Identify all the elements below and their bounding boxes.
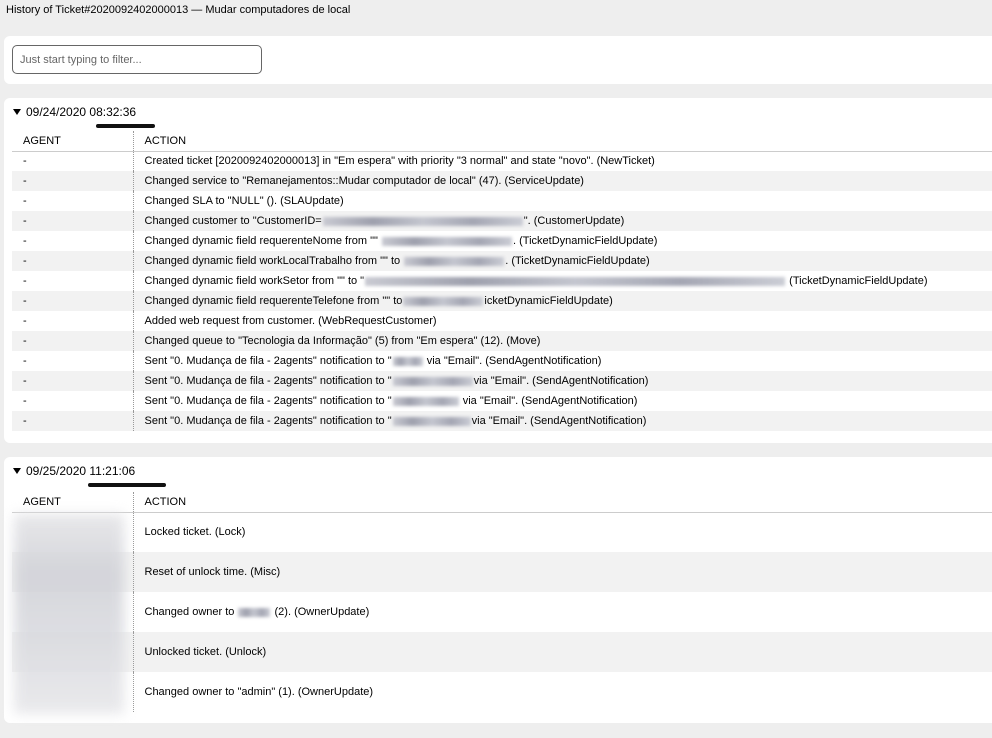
action-cell: Sent "0. Mudança de fila - 2agents" notification to " via "Email". (SendAgentNotification) <box>133 371 992 391</box>
action-cell: Created ticket [2020092402000013] in "Em espera" with priority "3 normal" and state "novo". (NewTicket) <box>144 155 655 168</box>
redaction-mark <box>88 483 166 487</box>
redacted-text <box>382 237 512 246</box>
table-row <box>12 171 992 191</box>
agent-cell: - <box>12 291 133 311</box>
table-row <box>12 351 992 371</box>
table-row <box>12 371 992 391</box>
action-cell: Changed dynamic field workLocalTrabalho from "" to . (TicketDynamicFieldUpdate) <box>133 251 992 271</box>
history-table-1 <box>12 131 992 431</box>
table-row <box>12 672 992 712</box>
action-cell: Changed dynamic field requerenteTelefone from "" to icketDynamicFieldUpdate) <box>133 291 992 311</box>
agent-cell: - <box>12 251 133 271</box>
redacted-text <box>365 277 785 286</box>
action-cell: Unlocked ticket. (Unlock) <box>133 632 992 672</box>
action-column-header[interactable]: ACTION <box>133 492 992 512</box>
agent-column-header[interactable]: AGENT <box>12 492 133 512</box>
redacted-text <box>238 608 270 617</box>
redacted-text <box>393 397 459 406</box>
agent-cell: - <box>12 191 133 211</box>
redacted-text <box>393 417 471 426</box>
action-cell: Changed owner to (2). (OwnerUpdate) <box>144 606 370 618</box>
action-cell: Changed queue to "Tecnologia da Informação" (5) from "Em espera" (12). (Move) <box>133 331 992 351</box>
redacted-text <box>403 297 483 306</box>
filter-input[interactable] <box>12 45 262 74</box>
action-cell: Changed service to "Remanejamentos::Mudar computador de local" (47). (ServiceUpdate) <box>133 171 992 191</box>
page-title: History of Ticket#2020092402000013 — Mudar computadores de local <box>6 4 351 16</box>
table-row <box>12 291 992 311</box>
action-cell: Sent "0. Mudança de fila - 2agents" notification to " via "Email". (SendAgentNotification) <box>144 395 638 407</box>
redacted-text <box>323 217 523 226</box>
table-row <box>12 331 992 351</box>
table-row <box>12 592 992 632</box>
agent-cell: - <box>12 411 133 431</box>
table-row <box>12 211 992 231</box>
agent-cell: - <box>12 151 133 171</box>
agent-cell: - <box>12 211 133 231</box>
table-row <box>12 512 992 552</box>
redaction-mark <box>96 124 155 128</box>
action-column-header[interactable]: ACTION <box>133 131 992 151</box>
section-toggle-2[interactable] <box>13 464 135 478</box>
action-cell: Changed SLA to "NULL" (). (SLAUpdate) <box>144 195 344 207</box>
table-row <box>12 411 992 431</box>
agent-cell: - <box>12 331 133 351</box>
agent-cell: - <box>12 271 133 291</box>
collapse-triangle-icon[interactable] <box>13 468 21 474</box>
collapse-triangle-icon[interactable] <box>13 109 21 115</box>
redacted-agent-names <box>14 514 124 714</box>
table-row <box>12 151 992 171</box>
redacted-text <box>393 357 423 366</box>
action-cell: Changed customer to "CustomerID= ". (CustomerUpdate) <box>133 211 992 231</box>
history-table-2 <box>12 492 992 712</box>
filter-container <box>4 36 992 84</box>
history-section-1 <box>4 98 992 443</box>
table-header-row <box>12 492 992 512</box>
action-cell: Changed dynamic field requerenteNome from "" . (TicketDynamicFieldUpdate) <box>144 235 658 247</box>
section-timestamp: 09/24/2020 08:32:36 <box>26 105 137 119</box>
agent-cell: - <box>12 171 133 191</box>
table-row <box>12 191 992 211</box>
action-cell: Changed owner to "admin" (1). (OwnerUpdate) <box>144 686 374 698</box>
action-cell: Sent "0. Mudança de fila - 2agents" notification to " via "Email". (SendAgentNotification) <box>133 411 992 431</box>
table-row <box>12 231 992 251</box>
agent-cell: - <box>12 311 133 331</box>
section-toggle-1[interactable] <box>13 105 136 119</box>
agent-column-header[interactable]: AGENT <box>12 131 133 151</box>
action-cell: Changed dynamic field workSetor from "" to " (TicketDynamicFieldUpdate) <box>144 275 928 287</box>
redacted-text <box>393 377 473 386</box>
table-row <box>12 552 992 592</box>
agent-cell: - <box>12 231 133 251</box>
redacted-text <box>404 257 504 266</box>
table-row <box>12 311 992 331</box>
table-header-row <box>12 131 992 151</box>
agent-cell: - <box>12 371 133 391</box>
table-row <box>12 632 992 672</box>
agent-cell: - <box>12 391 133 411</box>
section-timestamp: 09/25/2020 11:21:06 <box>26 464 136 478</box>
agent-cell: - <box>12 351 133 371</box>
table-row <box>12 391 992 411</box>
action-cell: Locked ticket. (Lock) <box>144 526 246 539</box>
action-cell: Sent "0. Mudança de fila - 2agents" notification to " via "Email". (SendAgentNotification) <box>144 355 602 367</box>
table-row <box>12 251 992 271</box>
history-section-2 <box>4 457 992 723</box>
action-cell: Reset of unlock time. (Misc) <box>133 552 992 592</box>
table-row <box>12 271 992 291</box>
action-cell: Added web request from customer. (WebRequestCustomer) <box>144 315 437 327</box>
